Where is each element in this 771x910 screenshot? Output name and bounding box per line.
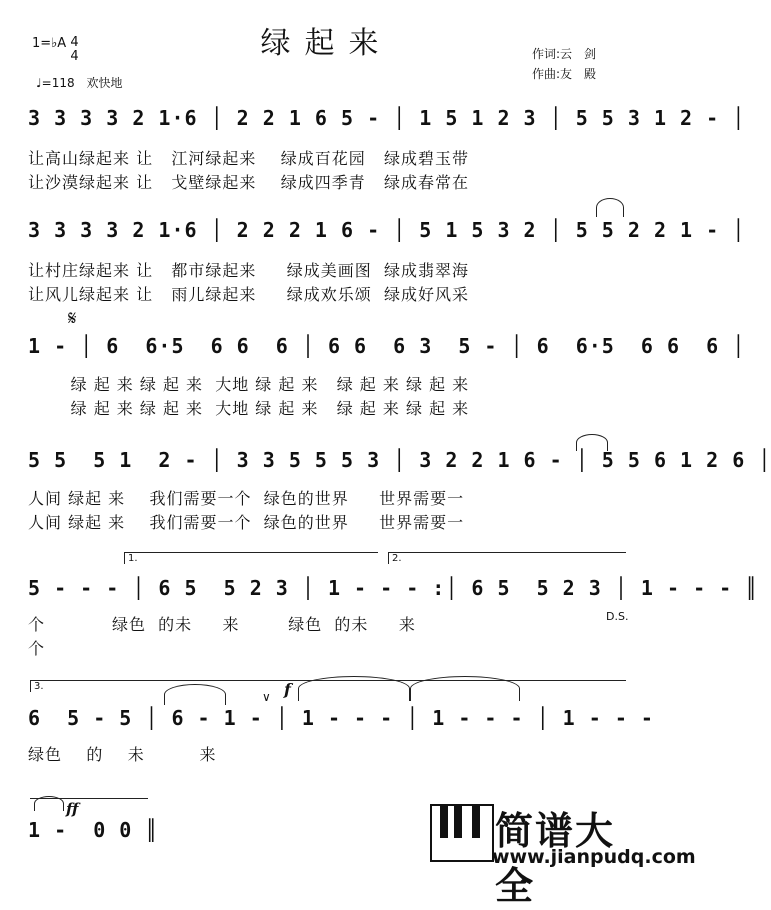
volta-1-line: [124, 552, 378, 553]
credits: [532, 44, 596, 84]
lyric-row-3a: 绿 起 来 绿 起 来 大地 绿 起 来 绿 起 来 绿 起 来: [28, 375, 470, 394]
mood-text: 欢快地: [86, 76, 123, 90]
watermark-name: 简谱大全: [495, 809, 616, 908]
notation-row-3: 1 - │ 6 6·5 6 6 6 │ 6 6 6 3 5 - │ 6 6·5 6 6 6 │: [28, 334, 746, 358]
lyric-row-1b: 让沙漠绿起来 让 戈壁绿起来 绿成四季青 绿成春常在: [28, 173, 469, 192]
meter-top: 4: [70, 35, 79, 50]
tempo-value: ♩=118: [36, 76, 75, 90]
watermark-url: www.jianpudq.com: [492, 846, 696, 868]
volta-1-tick: [124, 552, 125, 564]
segno-icon: 𝄋: [68, 306, 77, 330]
slur-mark-2: [164, 684, 226, 705]
notation-row-4: 5 5 5 1 2 - │ 3 3 5 5 5 3 │ 3 2 2 1 6 - │ 5 5 6 1 2 6 │: [28, 448, 771, 472]
composer: 作曲:友 殿: [532, 67, 597, 81]
volta-3-label: 3.: [34, 681, 44, 692]
lyricist: 作词:云 剑: [532, 47, 597, 61]
tie-mark-3: [410, 676, 520, 701]
fortissimo-mark: ff: [66, 800, 79, 818]
lyric-row-2a: 让村庄绿起来 让 都市绿起来 绿成美画图 绿成翡翠海: [28, 261, 469, 280]
notation-row-5: 5 - - - │ 6 5 5 2 3 │ 1 - - - :│ 6 5 5 2 3 │ 1 - - - ║: [28, 576, 759, 600]
slur-mark: [576, 434, 608, 451]
lyric-row-1a: 让高山绿起来 让 江河绿起来 绿成百花园 绿成碧玉带: [28, 149, 469, 168]
forte-mark: f: [284, 680, 291, 699]
breath-mark: ∨: [262, 690, 271, 704]
volta-2-line: [388, 552, 626, 553]
ds-mark: D.S.: [606, 610, 629, 623]
end-bracket: [30, 798, 148, 799]
tie-mark-2: [298, 676, 410, 701]
page-title: 绿起来: [260, 26, 393, 61]
lyric-row-5a: 个 绿色 的未 来 绿色 的未 来: [28, 615, 416, 634]
notation-row-7: 1 - 0 0 ║: [28, 818, 159, 842]
time-signature: [70, 36, 78, 64]
piano-logo-icon: [430, 804, 494, 862]
lyric-row-2b: 让风儿绿起来 让 雨儿绿起来 绿成欢乐颂 绿成好风采: [28, 285, 469, 304]
meter-bottom: 4: [70, 49, 79, 64]
volta-3-tick: [30, 680, 31, 692]
key-line: 1=♭A: [32, 36, 67, 51]
notation-row-2: 3 3 3 3 2 1·6 │ 2 2 2 1 6 - │ 5 1 5 3 2 │ 5 5 2 2 1 - │: [28, 218, 746, 242]
volta-1-label: 1.: [128, 553, 138, 564]
notation-row-1: 3 3 3 3 2 1·6 │ 2 2 1 6 5 - │ 1 5 1 2 3 │ 5 5 3 1 2 - │: [28, 106, 746, 130]
volta-2-tick: [388, 552, 389, 564]
lyric-row-4b: 人间 绿起 来 我们需要一个 绿色的世界 世界需要一: [28, 513, 465, 532]
notation-row-6: 6 5 - 5 │ 6 - 1 - │ 1 - - - │ 1 - - - │ 1 - - -: [28, 706, 654, 730]
tie-mark: [596, 198, 624, 217]
lyric-row-3b: 绿 起 来 绿 起 来 大地 绿 起 来 绿 起 来 绿 起 来: [28, 399, 470, 418]
tempo-mark: [36, 74, 122, 91]
lyric-row-6a: 绿色 的 未 来: [28, 745, 217, 764]
key-signature: [32, 36, 79, 64]
lyric-row-5b: 个: [28, 639, 46, 658]
lyric-row-4a: 人间 绿起 来 我们需要一个 绿色的世界 世界需要一: [28, 489, 465, 508]
volta-2-label: 2.: [392, 553, 402, 564]
